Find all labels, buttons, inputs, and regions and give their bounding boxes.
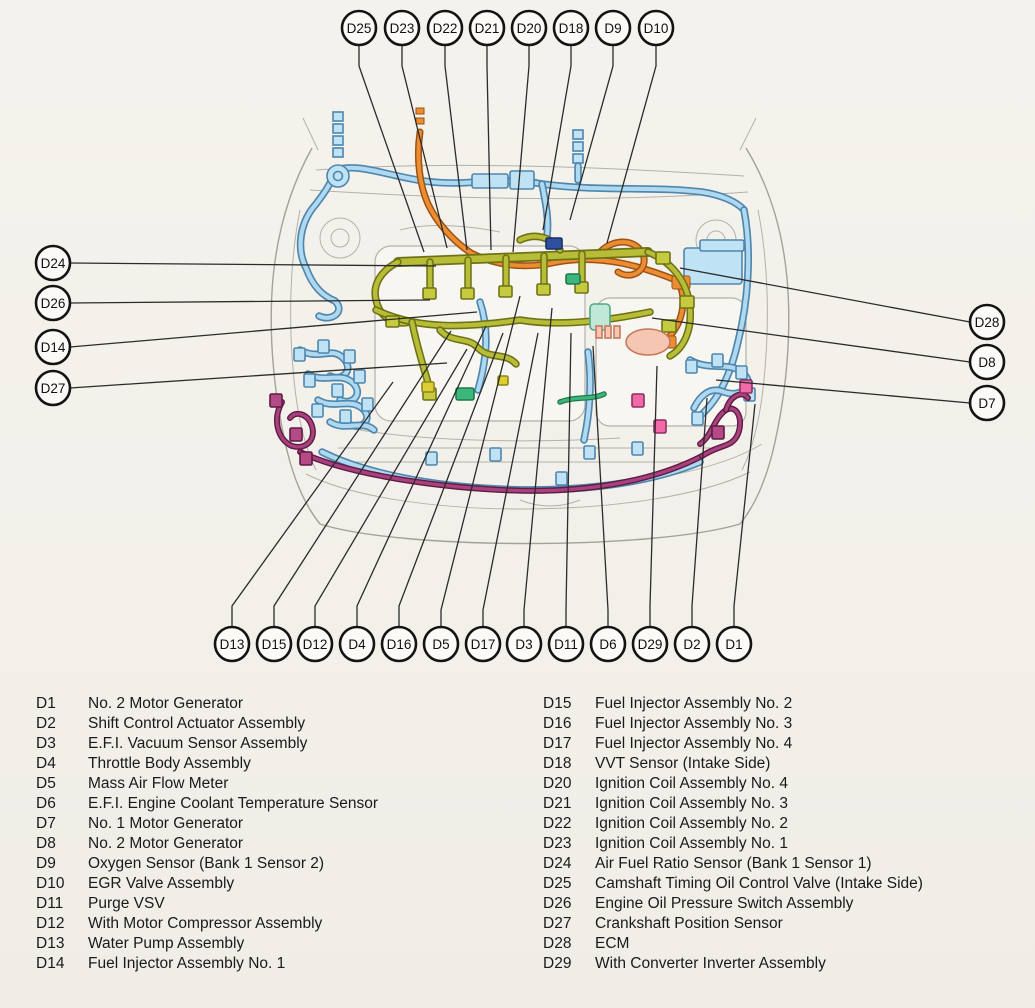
legend-row [543, 954, 1013, 974]
legend-name: No. 2 Motor Generator [88, 695, 244, 712]
legend-id: D4 [36, 755, 56, 772]
callout-label: D24 [40, 256, 66, 271]
engine-mount [626, 329, 670, 355]
callout-label: D11 [554, 637, 578, 652]
callout-d27 [36, 371, 70, 405]
navy-connector [546, 238, 562, 249]
callout-label: D27 [40, 381, 66, 396]
callout-label: D9 [604, 21, 622, 36]
legend-name: With Converter Inverter Assembly [595, 955, 826, 972]
callout-d1 [717, 627, 751, 661]
callout-d23 [385, 11, 419, 45]
legend-name: Purge VSV [88, 895, 165, 912]
legend-name: Fuel Injector Assembly No. 1 [88, 955, 286, 972]
green-connector [456, 388, 474, 400]
callout-label: D3 [515, 637, 533, 652]
legend-row [36, 734, 516, 754]
callout-d11 [549, 627, 583, 661]
legend-name: Ignition Coil Assembly No. 2 [595, 815, 788, 832]
callout-d28 [970, 305, 1004, 339]
legend-name: Mass Air Flow Meter [88, 775, 229, 792]
connector-stack-right [573, 130, 583, 180]
legend-row [543, 694, 1013, 714]
legend-row [543, 934, 1013, 954]
legend-id: D5 [36, 775, 56, 792]
legend-id: D15 [543, 695, 572, 712]
callout-label: D16 [386, 637, 412, 652]
strut-tower-left [320, 218, 360, 258]
legend-id: D3 [36, 735, 56, 752]
legend-id: D16 [543, 715, 572, 732]
legend-name: Air Fuel Ratio Sensor (Bank 1 Sensor 1) [595, 855, 872, 872]
legend-column-right [543, 694, 1013, 974]
legend-row [36, 794, 516, 814]
callout-label: D22 [432, 21, 458, 36]
callout-d18 [554, 11, 588, 45]
salmon-comb [596, 326, 620, 338]
legend-id: D28 [543, 935, 572, 952]
legend-row [36, 894, 516, 914]
yellow-connector [422, 382, 434, 392]
callout-label: D1 [725, 637, 743, 652]
callout-d24 [36, 246, 70, 280]
legend-id: D1 [36, 695, 56, 712]
callout-label: D10 [643, 21, 669, 36]
callout-d26 [36, 286, 70, 320]
callout-label: D18 [558, 21, 584, 36]
callout-d14 [36, 330, 70, 364]
legend-row [36, 854, 516, 874]
legend-name: VVT Sensor (Intake Side) [595, 755, 771, 772]
callout-d16 [382, 627, 416, 661]
callout-d21 [470, 11, 504, 45]
legend-id: D24 [543, 855, 572, 872]
callout-label: D17 [470, 637, 496, 652]
legend-row [543, 794, 1013, 814]
callout-label: D8 [978, 355, 996, 370]
callout-label: D25 [346, 21, 372, 36]
callout-d17 [466, 627, 500, 661]
callout-d2 [675, 627, 709, 661]
callout-d9 [596, 11, 630, 45]
legend-row [36, 834, 516, 854]
legend-row [543, 714, 1013, 734]
magenta-connector [270, 394, 282, 407]
legend-id: D11 [36, 895, 64, 912]
legend-name: Crankshaft Position Sensor [595, 915, 783, 932]
callout-label: D7 [978, 396, 996, 411]
legend-id: D29 [543, 955, 572, 972]
legend-id: D20 [543, 775, 572, 792]
legend-name: E.F.I. Engine Coolant Temperature Sensor [88, 795, 379, 812]
legend-name: EGR Valve Assembly [88, 875, 235, 892]
callout-label: D2 [683, 637, 701, 652]
callout-d25 [342, 11, 376, 45]
legend-name: Engine Oil Pressure Switch Assembly [595, 895, 854, 912]
legend-id: D21 [543, 795, 572, 812]
legend-id: D6 [36, 795, 56, 812]
legend-row [543, 854, 1013, 874]
connector-stack-left [333, 112, 343, 157]
legend-row [36, 754, 516, 774]
legend-row [36, 714, 516, 734]
legend-row [543, 914, 1013, 934]
legend-name: Fuel Injector Assembly No. 3 [595, 715, 793, 732]
legend-id: D26 [543, 895, 572, 912]
callout-label: D21 [474, 21, 500, 36]
callout-d8 [970, 345, 1004, 379]
legend-id: D9 [36, 855, 56, 872]
callout-d20 [512, 11, 546, 45]
legend-name: Ignition Coil Assembly No. 4 [595, 775, 788, 792]
legend-id: D18 [543, 755, 572, 772]
legend-name: ECM [595, 935, 630, 952]
legend-id: D13 [36, 935, 65, 952]
callout-d15 [257, 627, 291, 661]
legend-id: D22 [543, 815, 572, 832]
legend-row [543, 734, 1013, 754]
callout-label: D28 [974, 315, 1000, 330]
callout-d10 [639, 11, 673, 45]
callout-label: D15 [261, 637, 287, 652]
legend-id: D25 [543, 875, 572, 892]
legend-name: No. 2 Motor Generator [88, 835, 244, 852]
callout-label: D14 [40, 340, 66, 355]
legend-id: D27 [543, 915, 572, 932]
callout-d22 [428, 11, 462, 45]
callout-d29 [633, 627, 667, 661]
callout-d3 [507, 627, 541, 661]
callout-label: D6 [599, 637, 617, 652]
legend-name: No. 1 Motor Generator [88, 815, 244, 832]
callout-label: D4 [348, 637, 366, 652]
legend-id: D23 [543, 835, 572, 852]
legend-name: Water Pump Assembly [88, 935, 245, 952]
legend-row [36, 774, 516, 794]
ecm-box [684, 248, 742, 284]
legend-id: D8 [36, 835, 56, 852]
legend-row [36, 874, 516, 894]
legend-name: Ignition Coil Assembly No. 3 [595, 795, 788, 812]
callout-d13 [215, 627, 249, 661]
legend-name: E.F.I. Vacuum Sensor Assembly [88, 735, 308, 752]
callout-label: D20 [516, 21, 542, 36]
legend-id: D12 [36, 915, 65, 932]
legend-id: D10 [36, 875, 65, 892]
legend-row [36, 814, 516, 834]
legend-row [543, 894, 1013, 914]
legend-row [543, 754, 1013, 774]
callout-label: D13 [219, 637, 245, 652]
legend-id: D2 [36, 715, 56, 732]
callout-label: D12 [302, 637, 328, 652]
legend-id: D14 [36, 955, 65, 972]
callout-label: D5 [432, 637, 450, 652]
callout-d6 [591, 627, 625, 661]
legend-row [543, 874, 1013, 894]
callout-d7 [970, 386, 1004, 420]
callout-label: D23 [389, 21, 415, 36]
legend-name: With Motor Compressor Assembly [88, 915, 323, 932]
legend-name: Fuel Injector Assembly No. 4 [595, 735, 793, 752]
callout-label: D29 [637, 637, 663, 652]
callout-label: D26 [40, 296, 66, 311]
legend-column-left [36, 694, 516, 974]
legend-name: Camshaft Timing Oil Control Valve (Intake Side) [595, 875, 923, 892]
legend-row [36, 914, 516, 934]
legend-name: Fuel Injector Assembly No. 2 [595, 695, 793, 712]
legend-id: D17 [543, 735, 572, 752]
legend-name: Shift Control Actuator Assembly [88, 715, 306, 732]
legend-id: D7 [36, 815, 56, 832]
legend-name: Oxygen Sensor (Bank 1 Sensor 2) [88, 855, 325, 872]
legend-row [36, 934, 516, 954]
legend-row [543, 814, 1013, 834]
legend-row [543, 834, 1013, 854]
legend-row [543, 774, 1013, 794]
legend-name: Ignition Coil Assembly No. 1 [595, 835, 788, 852]
legend-row [36, 694, 516, 714]
callout-d4 [340, 627, 374, 661]
callout-d12 [298, 627, 332, 661]
legend-name: Throttle Body Assembly [88, 755, 251, 772]
legend-row [36, 954, 516, 974]
callout-d5 [424, 627, 458, 661]
